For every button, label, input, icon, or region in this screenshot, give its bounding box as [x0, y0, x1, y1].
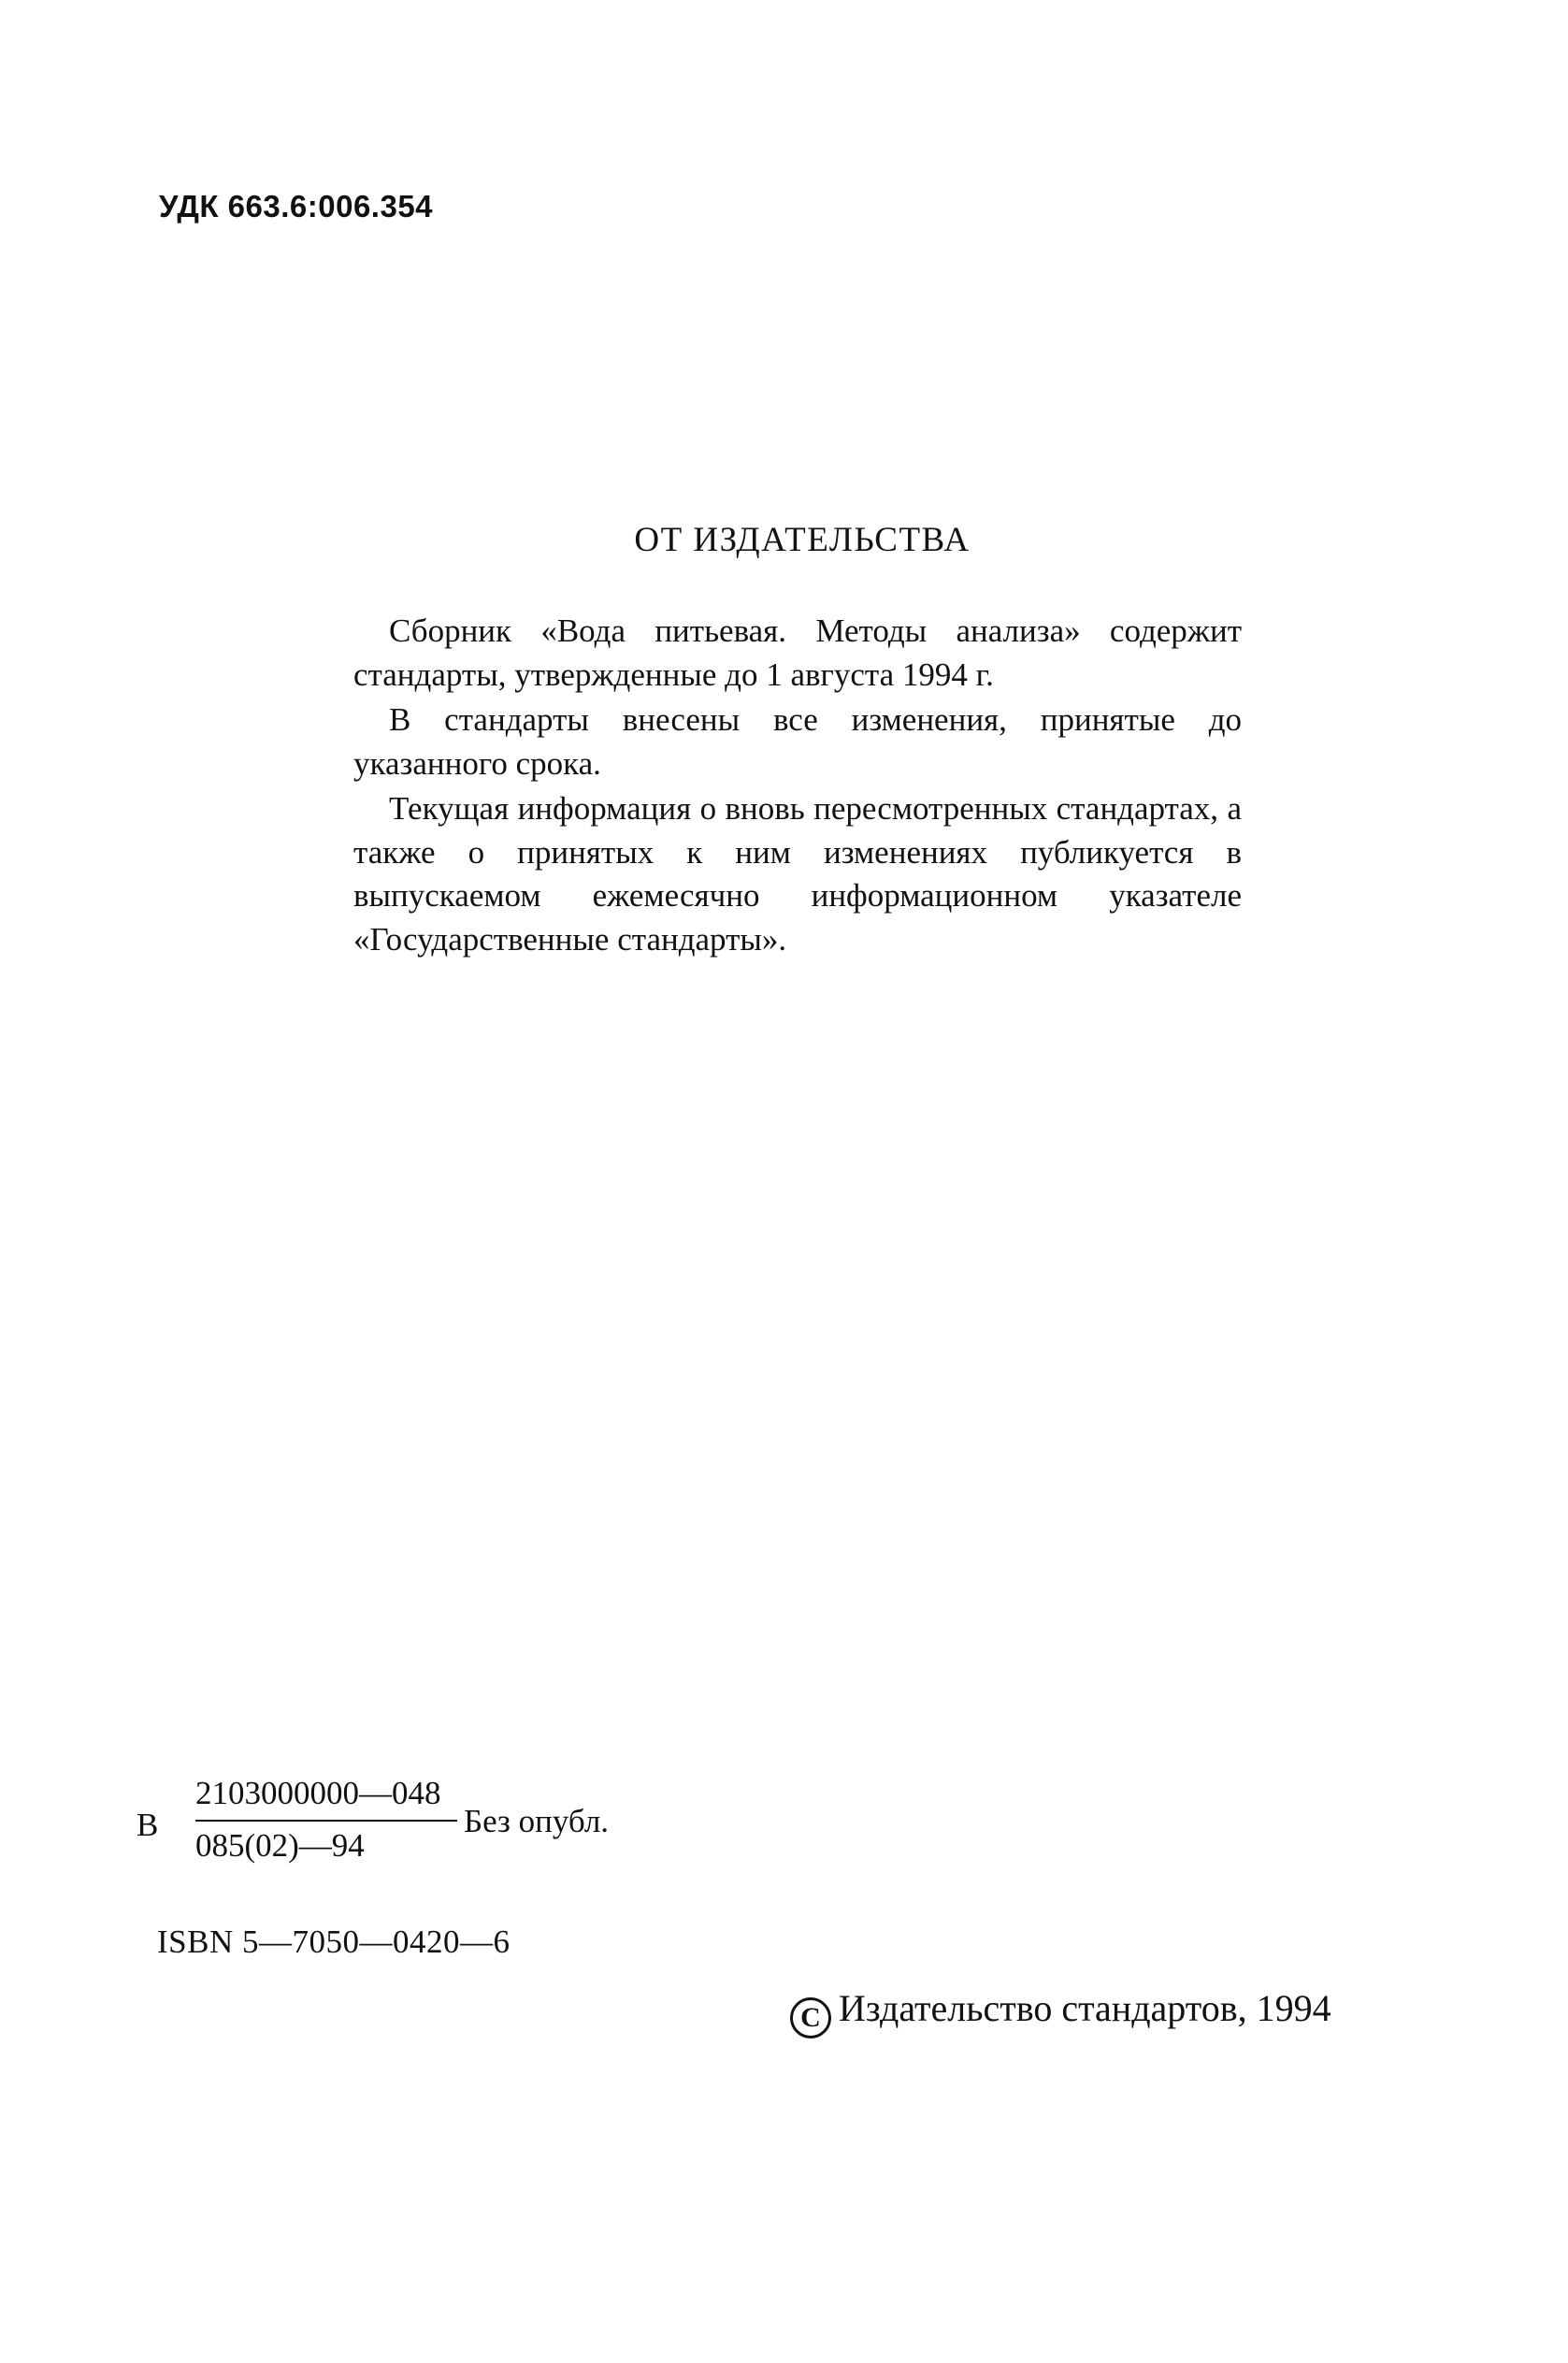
bibliographic-denominator: 085(02)—94: [195, 1827, 365, 1864]
copyright-icon: C: [790, 1997, 831, 2039]
paragraph-changes-included: В стандарты внесены все изменения, принятые до указанного срока.: [353, 701, 1242, 782]
paragraph-current-information: Текущая информация о вновь пересмотренных стандартах, а также о принятых к ним изменениях публикуется в выпускаемом ежемесячно информационном указателе «Государственные стандарты».: [353, 790, 1242, 958]
copyright-text: Издательство стандартов, 1994: [839, 1987, 1331, 2029]
isbn: ISBN 5—7050—0420—6: [157, 1924, 511, 1960]
copyright-line: [790, 1986, 1331, 2039]
publication-note: Без опубл.: [464, 1803, 610, 1839]
udk-code: УДК 663.6:006.354: [159, 189, 434, 223]
section-heading: ОТ ИЗДАТЕЛЬСТВА: [634, 521, 971, 559]
paragraph-collection-contents: Сборник «Вода питьевая. Методы анализа» содержит стандарты, утвержденные до 1 августа 1994 г.: [353, 612, 1242, 693]
fraction-bar: [195, 1820, 457, 1822]
publisher-note: [353, 610, 1242, 963]
bibliographic-numerator: 2103000000—048: [195, 1775, 441, 1811]
bibliographic-code: [137, 1775, 698, 1878]
bibliographic-letter: В: [137, 1807, 159, 1843]
